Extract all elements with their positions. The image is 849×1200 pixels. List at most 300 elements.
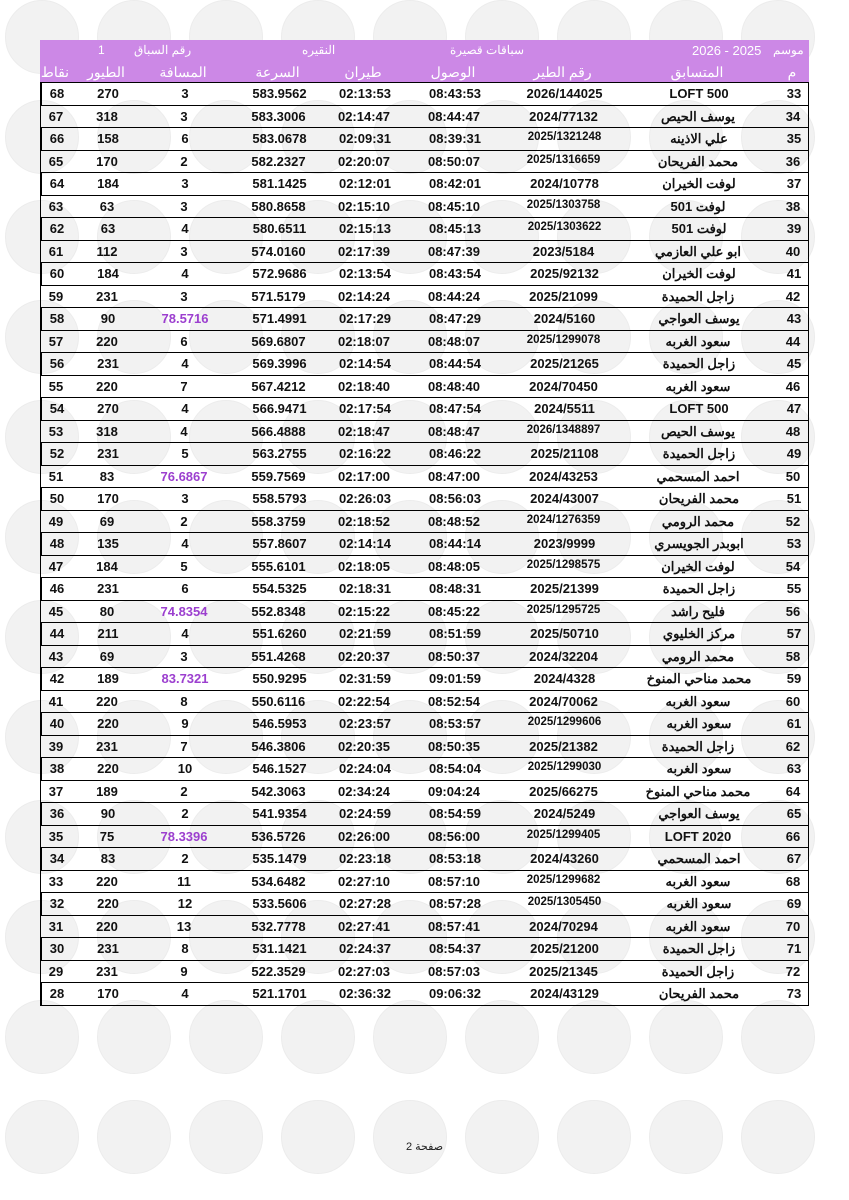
cell-ring-number: 2025/1298575: [526, 558, 601, 571]
cell-speed: 546.1527: [252, 761, 307, 776]
cell-ring-number: 2025/1299405: [526, 828, 601, 841]
cell-ring-number: 2026/1348897: [526, 423, 601, 436]
cell-rank: 55: [786, 581, 802, 596]
cell-rank: 38: [785, 198, 801, 214]
watermark-emblem: [281, 1000, 355, 1074]
cell-arrival-time: 08:44:47: [427, 108, 481, 124]
cell-distance: 9: [180, 963, 188, 979]
cell-points: 37: [48, 783, 64, 799]
cell-rank: 34: [785, 108, 801, 124]
cell-arrival-time: 08:47:54: [428, 401, 482, 416]
cell-rank: 48: [785, 423, 801, 439]
cell-arrival-time: 08:50:37: [427, 648, 481, 664]
table-row: [40, 646, 809, 669]
cell-participant-name: ابو علي العازمي: [655, 243, 741, 259]
cell-speed: 569.6807: [251, 333, 306, 349]
cell-flight-time: 02:22:54: [337, 693, 391, 709]
cell-flight-time: 02:27:10: [337, 873, 391, 889]
cell-ring-number: 2025/1305450: [527, 896, 602, 908]
cell-flight-time: 02:17:54: [338, 401, 392, 416]
table-row: [40, 421, 809, 444]
cell-speed: 583.3006: [251, 108, 306, 124]
cell-participant-name: احمد المسحمي: [656, 468, 740, 484]
cell-rank: 64: [785, 783, 801, 799]
cell-rank: 37: [786, 176, 802, 191]
cell-speed: 546.3806: [251, 738, 306, 754]
cell-rank: 42: [785, 288, 801, 304]
cell-birds: 231: [96, 738, 118, 754]
cell-distance: 3: [180, 198, 188, 214]
cell-distance: 2: [180, 513, 188, 529]
cell-points: 44: [49, 626, 65, 641]
cell-arrival-time: 08:46:22: [428, 446, 482, 461]
cell-rank: 60: [785, 693, 801, 709]
cell-speed: 572.9686: [252, 266, 307, 281]
cell-arrival-time: 08:57:10: [427, 873, 481, 889]
cell-rank: 54: [785, 558, 801, 574]
cell-speed: 551.4268: [251, 648, 306, 664]
col-header-distance: المسافة: [159, 64, 207, 80]
cell-rank: 56: [785, 603, 801, 619]
page-number: صفحة 2: [405, 1141, 444, 1153]
cell-rank: 72: [785, 963, 801, 979]
cell-birds: 220: [96, 693, 118, 709]
cell-arrival-time: 08:50:07: [427, 153, 481, 169]
cell-birds: 184: [96, 558, 118, 574]
cell-flight-time: 02:18:47: [337, 423, 391, 439]
cell-arrival-time: 08:45:13: [428, 221, 482, 236]
watermark-emblem: [5, 1000, 79, 1074]
cell-points: 45: [48, 603, 64, 619]
cell-participant-name: يوسف العواجي: [658, 806, 740, 821]
cell-flight-time: 02:15:10: [337, 198, 391, 214]
table-row: [40, 308, 809, 331]
cell-participant-name: LOFT 500: [669, 86, 729, 101]
cell-distance: 8: [180, 693, 188, 709]
cell-points: 53: [48, 423, 64, 439]
cell-points: 47: [48, 558, 64, 574]
table-row: [40, 511, 809, 534]
cell-speed: 550.6116: [251, 693, 306, 709]
cell-distance: 4: [181, 536, 189, 551]
cell-ring-number: 2025/21108: [530, 446, 599, 461]
cell-points: 62: [49, 221, 65, 236]
table-row: [40, 353, 809, 376]
cell-arrival-time: 08:52:54: [427, 693, 481, 709]
cell-rank: 45: [786, 356, 802, 371]
cell-rank: 68: [785, 873, 801, 889]
cell-birds: 220: [97, 896, 119, 911]
cell-arrival-time: 08:47:29: [428, 311, 482, 326]
table-row: [40, 623, 809, 646]
cell-rank: 40: [785, 243, 801, 259]
watermark-emblem: [649, 1100, 723, 1174]
cell-arrival-time: 08:39:31: [428, 131, 482, 146]
cell-distance: 74.8354: [160, 603, 208, 619]
cell-points: 60: [49, 266, 65, 281]
cell-birds: 170: [96, 153, 118, 169]
cell-points: 61: [48, 243, 64, 259]
cell-flight-time: 02:23:18: [338, 851, 392, 866]
cell-distance: 7: [180, 738, 188, 754]
cell-points: 34: [49, 851, 65, 866]
cell-flight-time: 02:31:59: [338, 671, 392, 686]
cell-ring-number: 2025/92132: [530, 266, 599, 281]
cell-points: 48: [49, 536, 65, 551]
cell-points: 52: [49, 446, 65, 461]
cell-arrival-time: 08:54:04: [428, 761, 482, 776]
cell-arrival-time: 08:57:03: [427, 963, 481, 979]
watermark-emblem: [5, 1100, 79, 1174]
cell-points: 59: [48, 288, 64, 304]
table-row: [40, 983, 809, 1006]
watermark-emblem: [281, 1100, 355, 1174]
cell-participant-name: يوسف العواجي: [658, 311, 740, 326]
cell-ring-number: 2025/21345: [529, 963, 598, 979]
cell-flight-time: 02:20:37: [337, 648, 391, 664]
cell-distance: 4: [180, 423, 188, 439]
cell-distance: 6: [181, 131, 189, 146]
cell-participant-name: احمد المسحمي: [657, 851, 741, 866]
cell-participant-name: زاجل الحميدة: [661, 963, 735, 979]
cell-flight-time: 02:24:59: [338, 806, 392, 821]
watermark-emblem: [557, 1000, 631, 1074]
cell-participant-name: زاجل الحميدة: [662, 941, 736, 956]
cell-flight-time: 02:15:22: [337, 603, 391, 619]
cell-rank: 73: [786, 986, 802, 1001]
cell-distance: 3: [180, 243, 188, 259]
cell-distance: 3: [181, 86, 189, 101]
cell-speed: 563.2755: [252, 446, 307, 461]
cell-participant-name: محمد مناحي المنوخ: [646, 671, 752, 686]
cell-points: 29: [48, 963, 64, 979]
cell-participant-name: زاجل الحميدة: [661, 738, 735, 754]
cell-points: 68: [49, 86, 65, 101]
cell-participant-name: محمد الرومي: [661, 648, 735, 664]
cell-points: 65: [48, 153, 64, 169]
cell-ring-number: 2024/4328: [533, 671, 596, 686]
cell-birds: 318: [96, 423, 118, 439]
table-row: [40, 173, 809, 196]
cell-birds: 270: [97, 401, 119, 416]
table-row: [40, 893, 809, 916]
cell-rank: 67: [786, 851, 802, 866]
cell-participant-name: محمد الفريحان: [658, 491, 740, 506]
cell-distance: 2: [180, 153, 188, 169]
col-header-speed: السرعة: [255, 64, 300, 80]
col-header-arrival: الوصول: [430, 64, 476, 80]
cell-flight-time: 02:14:54: [338, 356, 392, 371]
cell-speed: 558.5793: [252, 491, 307, 506]
cell-flight-time: 02:34:24: [337, 783, 391, 799]
cell-flight-time: 02:14:24: [337, 288, 391, 304]
cell-participant-name: زاجل الحميدة: [661, 288, 735, 304]
cell-arrival-time: 08:57:41: [427, 918, 481, 934]
cell-arrival-time: 08:47:39: [427, 243, 481, 259]
cell-arrival-time: 08:44:24: [427, 288, 481, 304]
cell-speed: 551.6260: [252, 626, 307, 641]
table-row: [40, 376, 809, 399]
cell-rank: 71: [786, 941, 802, 956]
cell-speed: 521.1701: [252, 986, 307, 1001]
season-value: 2026 - 2025: [692, 43, 762, 58]
cell-distance: 78.3396: [160, 828, 208, 844]
table-row: [40, 398, 809, 421]
table-row: [40, 781, 809, 804]
cell-birds: 231: [97, 581, 119, 596]
table-row: [40, 218, 809, 241]
watermark-emblem: [373, 1100, 447, 1174]
cell-rank: 57: [786, 626, 802, 641]
cell-arrival-time: 09:06:32: [428, 986, 482, 1001]
cell-birds: 112: [96, 243, 118, 259]
cell-ring-number: 2024/5511: [534, 401, 595, 416]
cell-arrival-time: 08:48:52: [427, 513, 481, 529]
cell-points: 40: [49, 716, 65, 731]
table-row: [40, 871, 809, 894]
cell-ring-number: 2025/66275: [529, 783, 598, 799]
cell-birds: 231: [96, 963, 118, 979]
col-header-birds: الطيور: [87, 64, 125, 80]
table-row: [40, 758, 809, 781]
cell-birds: 184: [97, 176, 119, 191]
table-row: [40, 151, 809, 174]
cell-flight-time: 02:18:31: [338, 581, 392, 596]
cell-ring-number: 2025/21399: [530, 581, 599, 596]
cell-rank: 46: [785, 378, 801, 394]
cell-birds: 220: [96, 378, 118, 394]
cell-birds: 63: [100, 221, 116, 236]
cell-distance: 5: [180, 558, 188, 574]
cell-distance: 2: [180, 783, 188, 799]
cell-points: 67: [48, 108, 64, 124]
cell-ring-number: 2025/1303622: [527, 221, 602, 233]
cell-flight-time: 02:17:39: [337, 243, 391, 259]
cell-speed: 531.1421: [252, 941, 307, 956]
watermark-emblem: [649, 1000, 723, 1074]
cell-participant-name: زاجل الحميدة: [662, 356, 736, 371]
cell-ring-number: 2024/70294: [529, 918, 598, 934]
cell-arrival-time: 08:43:54: [428, 266, 482, 281]
cell-ring-number: 2024/10778: [530, 176, 599, 191]
cell-flight-time: 02:20:35: [337, 738, 391, 754]
cell-speed: 559.7569: [251, 468, 306, 484]
cell-flight-time: 02:27:41: [337, 918, 391, 934]
cell-rank: 70: [785, 918, 801, 934]
table-row: [40, 691, 809, 714]
cell-points: 46: [49, 581, 65, 596]
race-number: 1: [98, 43, 105, 57]
cell-arrival-time: 08:48:05: [427, 558, 481, 574]
cell-rank: 51: [786, 491, 802, 506]
cell-birds: 184: [97, 266, 119, 281]
cell-distance: 8: [181, 941, 189, 956]
cell-flight-time: 02:26:03: [338, 491, 392, 506]
watermark-emblem: [557, 1100, 631, 1174]
cell-ring-number: 2023/9999: [533, 536, 596, 551]
table-body: [40, 83, 809, 1006]
table-row: [40, 938, 809, 961]
cell-flight-time: 02:18:40: [337, 378, 391, 394]
cell-birds: 83: [99, 468, 115, 484]
cell-participant-name: محمد مناحي المنوخ: [645, 783, 751, 799]
cell-distance: 4: [181, 356, 189, 371]
cell-birds: 63: [99, 198, 115, 214]
table-row: [40, 286, 809, 309]
cell-rank: 65: [786, 806, 802, 821]
cell-participant-name: سعود الغربه: [666, 716, 732, 731]
cell-participant-name: لوفت الخيران: [662, 266, 736, 281]
cell-ring-number: 2025/21382: [529, 738, 598, 754]
cell-points: 57: [48, 333, 64, 349]
cell-participant-name: سعود الغربه: [665, 378, 731, 394]
cell-rank: 35: [786, 131, 802, 146]
cell-points: 56: [49, 356, 65, 371]
col-header-flight: طيران: [344, 64, 382, 80]
cell-points: 43: [48, 648, 64, 664]
cell-speed: 554.5325: [252, 581, 307, 596]
watermark-emblem: [465, 1000, 539, 1074]
season-label: موسم: [773, 43, 804, 57]
cell-distance: 12: [177, 896, 193, 911]
cell-flight-time: 02:14:47: [337, 108, 391, 124]
table-row: [40, 106, 809, 129]
cell-ring-number: 2025/50710: [530, 626, 599, 641]
cell-flight-time: 02:14:14: [338, 536, 392, 551]
cell-distance: 78.5716: [161, 311, 209, 326]
cell-speed: 535.1479: [252, 851, 307, 866]
table-row: [40, 713, 809, 736]
cell-points: 41: [48, 693, 64, 709]
cell-birds: 135: [97, 536, 119, 551]
cell-ring-number: 2024/70450: [529, 378, 598, 394]
cell-points: 39: [48, 738, 64, 754]
cell-speed: 571.4991: [252, 311, 307, 326]
cell-participant-name: علي الاذينه: [670, 131, 728, 146]
cell-points: 66: [49, 131, 65, 146]
cell-ring-number: 2024/77132: [529, 108, 598, 124]
cell-speed: 566.4888: [251, 423, 306, 439]
cell-participant-name: يوسف الحيص: [660, 108, 736, 124]
column-header-row: [40, 61, 809, 83]
cell-speed: 532.7778: [251, 918, 306, 934]
cell-speed: 580.6511: [252, 221, 307, 236]
race-type: سباقات قصيرة: [450, 43, 525, 57]
cell-flight-time: 02:12:01: [338, 176, 392, 191]
table-row: [40, 556, 809, 579]
cell-ring-number: 2025/1299078: [526, 333, 601, 346]
cell-distance: 76.6867: [160, 468, 208, 484]
cell-ring-number: 2025/1303758: [526, 198, 601, 211]
cell-distance: 4: [181, 221, 189, 236]
cell-participant-name: LOFT 500: [669, 401, 729, 416]
cell-arrival-time: 08:43:53: [428, 86, 482, 101]
cell-ring-number: 2025/1299030: [527, 761, 602, 773]
cell-rank: 58: [785, 648, 801, 664]
cell-speed: 533.5606: [252, 896, 307, 911]
cell-flight-time: 02:36:32: [338, 986, 392, 1001]
cell-arrival-time: 08:48:40: [427, 378, 481, 394]
cell-flight-time: 02:24:04: [338, 761, 392, 776]
cell-speed: 542.3063: [251, 783, 306, 799]
cell-distance: 83.7321: [161, 671, 209, 686]
cell-flight-time: 02:09:31: [338, 131, 392, 146]
cell-rank: 47: [786, 401, 802, 416]
cell-participant-name: سعود الغربه: [665, 333, 731, 349]
cell-points: 38: [49, 761, 65, 776]
cell-points: 33: [48, 873, 64, 889]
cell-arrival-time: 08:48:47: [427, 423, 481, 439]
cell-flight-time: 02:18:07: [337, 333, 391, 349]
cell-flight-time: 02:15:13: [338, 221, 392, 236]
cell-flight-time: 02:16:22: [338, 446, 392, 461]
table-row: [40, 443, 809, 466]
table-row: [40, 578, 809, 601]
cell-rank: 36: [785, 153, 801, 169]
table-row: [40, 601, 809, 624]
cell-ring-number: 2023/5184: [532, 243, 595, 259]
cell-rank: 52: [785, 513, 801, 529]
cell-distance: 3: [180, 648, 188, 664]
watermark-emblem: [741, 1000, 815, 1074]
cell-birds: 220: [97, 716, 119, 731]
table-row: [40, 803, 809, 826]
cell-arrival-time: 08:44:54: [428, 356, 482, 371]
cell-participant-name: لوفت الخيران: [661, 558, 735, 574]
table-row: [40, 961, 809, 984]
cell-birds: 189: [97, 671, 119, 686]
cell-distance: 4: [181, 266, 189, 281]
cell-participant-name: محمد الفريحان: [657, 153, 739, 169]
cell-rank: 49: [786, 446, 802, 461]
cell-ring-number: 2025/21265: [530, 356, 599, 371]
cell-participant-name: سعود الغربه: [665, 918, 731, 934]
cell-distance: 9: [181, 716, 189, 731]
results-table: [40, 40, 809, 1006]
cell-rank: 43: [786, 311, 802, 326]
watermark-emblem: [465, 1100, 539, 1174]
cell-distance: 4: [181, 626, 189, 641]
cell-speed: 582.2327: [251, 153, 306, 169]
cell-flight-time: 02:17:29: [338, 311, 392, 326]
cell-ring-number: 2025/1299606: [527, 716, 602, 728]
cell-birds: 69: [99, 513, 115, 529]
cell-birds: 318: [96, 108, 118, 124]
cell-flight-time: 02:21:59: [338, 626, 392, 641]
cell-arrival-time: 09:04:24: [427, 783, 481, 799]
cell-birds: 231: [96, 288, 118, 304]
cell-points: 30: [49, 941, 65, 956]
cell-rank: 66: [785, 828, 801, 844]
cell-participant-name: LOFT 2020: [664, 828, 732, 844]
cell-participant-name: مركز الخليوي: [662, 626, 736, 641]
cell-arrival-time: 08:50:35: [427, 738, 481, 754]
cell-rank: 69: [786, 896, 802, 911]
cell-arrival-time: 08:53:57: [428, 716, 482, 731]
cell-flight-time: 02:18:05: [337, 558, 391, 574]
cell-flight-time: 02:27:03: [337, 963, 391, 979]
cell-speed: 569.3996: [252, 356, 307, 371]
cell-participant-name: يوسف الحيص: [660, 423, 736, 439]
table-row: [40, 263, 809, 286]
cell-ring-number: 2025/1316659: [526, 153, 601, 166]
cell-arrival-time: 08:51:59: [428, 626, 482, 641]
cell-ring-number: 2024/5160: [533, 311, 596, 326]
cell-participant-name: لوفت 501: [671, 221, 727, 236]
cell-participant-name: سعود الغربه: [666, 896, 732, 911]
cell-participant-name: سعود الغربه: [665, 873, 731, 889]
table-row: [40, 83, 809, 106]
